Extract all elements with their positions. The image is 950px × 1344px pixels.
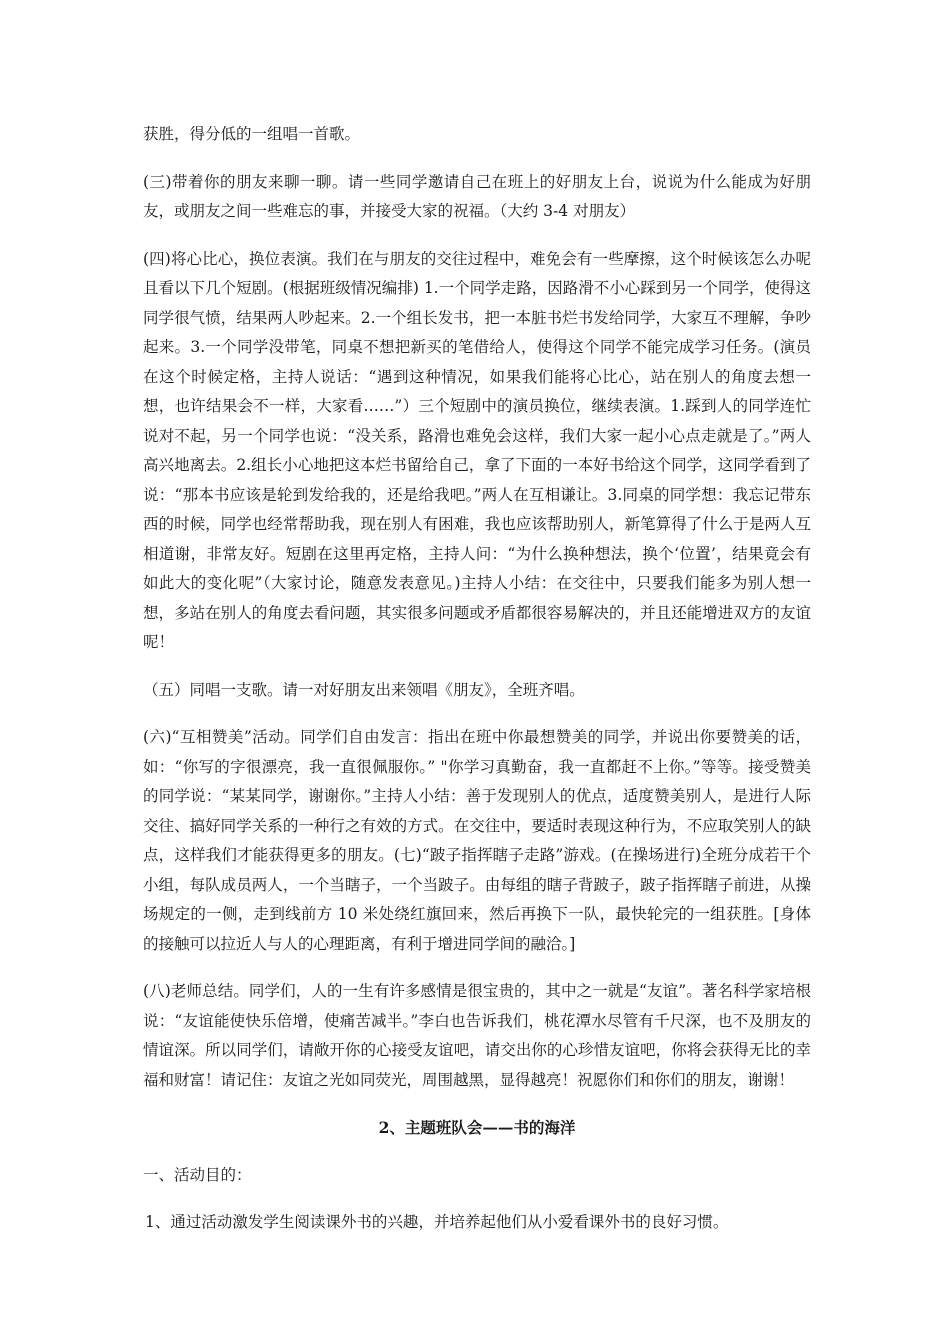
paragraph-section-3: (三)带着你的朋友来聊一聊。请一些同学邀请自己在班上的好朋友上台，说说为什么能成为好朋友，或朋友之间一些难忘的事，并接受大家的祝福。（大约 3-4 对朋友）: [143, 172, 811, 220]
paragraph-section-8: (八)老师总结。同学们，人的一生有许多感情是很宝贵的，其中之一就是“友谊”。著名科学家培根说：“友谊能使快乐倍增，使痛苦减半。”李白也告诉我们，桃花潭水尽管有千尺深，也不及朋友的情谊深。所以同学们，请敞开你的心接受友谊吧，请交出你的心珍惜友谊吧，你将会获得无比的幸福和财富！请记住：友谊之光如同荧光，周围越黑，显得越亮！祝愿你们和你们的朋友，谢谢！: [143, 982, 811, 1089]
subsection-heading: 一、活动目的：: [143, 1165, 252, 1184]
section-title: 2、主题班队会——书的海洋: [378, 1118, 576, 1137]
document-page: [143, 120, 811, 1256]
paragraph-section-4: (四)将心比心，换位表演。我们在与朋友的交往过程中，难免会有一些摩擦，这个时候该怎么办呢且看以下几个短剧。(根据班级情况编排) 1.一个同学走路，因路滑不小心踩到另一个同学，使得这同学很气愤，结果两人吵起来。2.一个组长发书，把一本脏书烂书发给同学，大家互不理解，争吵起来。3.一个同学没带笔，同桌不想把新买的笔借给人，使得这个同学不能完成学习任务。(演员在这个时候定格，主持人说话：“遇到这种情况，如果我们能将心比心，站在别人的角度去想一想，也许结果会不一样，大家看……”）三个短剧中的演员换位，继续表演。1.踩到人的同学连忙说对不起，另一个同学也说：“没关系，路滑也难免会这样，我们大家一起小心点走就是了。”两人高兴地离去。2.组长小心地把这本烂书留给自己，拿了下面的一本好书给这个同学，这同学看到了说：“那本书应该是轮到发给我的，还是给我吧。”两人在互相谦让。3.同桌的同学想：我忘记带东西的时候，同学也经常帮助我，现在别人有困难，我也应该帮助别人，新笔算得了什么于是两人互相道谢，非常友好。短剧在这里再定格，主持人问：“为什么换种想法，换个‘位置’，结果竟会有如此大的变化呢”（大家讨论，随意发表意见。)主持人小结：在交往中，只要我们能多为别人想一想，多站在别人的角度去看问题，其实很多问题或矛盾都很容易解决的，并且还能增进双方的友谊呢！: [143, 249, 811, 651]
list-item: 1、通过活动激发学生阅读课外书的兴趣，并培养起他们从小爱看课外书的良好习惯。: [145, 1213, 729, 1231]
paragraph-continuation: 获胜，得分低的一组唱一首歌。: [143, 125, 361, 143]
paragraph-section-5: （五）同唱一支歌。请一对好朋友出来领唱《朋友》，全班齐唱。: [143, 680, 585, 699]
paragraph-section-6: (六)“互相赞美”活动。同学们自由发言：指出在班中你最想赞美的同学，并说出你要赞美的话，如：“你写的字很漂亮，我一直很佩服你。” "你学习真勤奋，我一直都赶不上你。”等等。接受赞美的同学说：“某某同学，谢谢你。”主持人小结：善于发现别人的优点，适度赞美别人，是进行人际交往、搞好同学关系的一种行之有效的方式。在交往中，要适时表现这种行为，不应取笑别人的缺点，这样我们才能获得更多的朋友。(七)“跛子指挥瞎子走路”游戏。(在操场进行)全班分成若干个小组，每队成员两人，一个当瞎子，一个当跛子。由每组的瞎子背跛子，跛子指挥瞎子前进，从操场规定的一侧，走到线前方 10 米处绕红旗回来，然后再换下一队，最快轮完的一组获胜。[身体的接触可以拉近人与人的心理距离，有利于增进同学间的融洽。]: [143, 728, 811, 953]
